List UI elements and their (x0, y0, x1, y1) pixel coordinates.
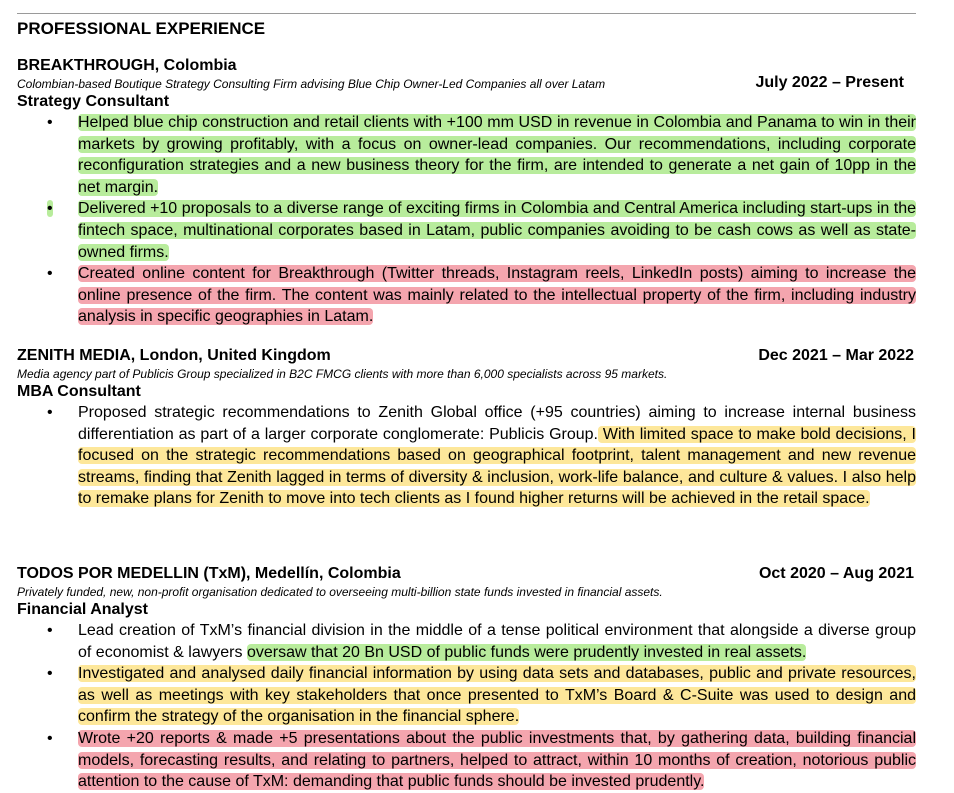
bullet-item (17, 263, 916, 328)
job-description-row (17, 584, 916, 600)
job-bullets (17, 620, 916, 793)
bullet-item (17, 728, 916, 793)
bullet-dot: • (47, 114, 53, 131)
job-role: MBA Consultant (17, 383, 141, 400)
company-description: Privately funded, new, non-profit organisation dedicated to overseeing multi-billion state funds invested in financial assets. (17, 585, 663, 599)
bullet-text: Lead creation of TxM’s financial division in the middle of a tense political environment that alongside a diverse group of economist & lawyers (78, 622, 916, 661)
section-title: PROFESSIONAL EXPERIENCE (17, 19, 266, 38)
job-dates: July 2022 – Present (755, 74, 904, 91)
job-description-row (17, 366, 916, 382)
bullet-dot: • (47, 729, 53, 747)
bullet-highlighted-text: oversaw that 20 Bn USD of public funds were prudently invested in real assets. (246, 643, 807, 661)
job-description-row (17, 76, 916, 92)
job-breakthrough (17, 56, 916, 328)
bullet-item (17, 112, 916, 198)
bullet-item (17, 663, 916, 728)
bullet-dot: • (47, 265, 53, 283)
job-todos-por-medellin (17, 564, 916, 793)
bullet-dot: • (47, 200, 53, 218)
top-divider (17, 13, 916, 14)
job-role: Financial Analyst (17, 601, 148, 618)
job-header (17, 346, 916, 366)
bullet-item (17, 198, 916, 263)
bullet-item (17, 620, 916, 663)
company-description: Media agency part of Publicis Group specialized in B2C FMCG clients with more than 6,000 specialists across 95 markets. (17, 367, 668, 381)
bullet-highlighted-text: With limited space to make bold decisions, I focused on the strategic recommendations based on geographical footprint, talent management and new revenue streams, finding that Zenith lagged in terms of diversity & inclusion, work-life balance, and culture & values. I also help to remake plans for Zenith to move into tech clients as I found higher returns will be achieved in the retail space. (78, 425, 916, 508)
job-role: Strategy Consultant (17, 93, 170, 110)
bullet-text: Helped blue chip construction and retail clients with +100 mm USD in revenue in Colombia and Panama to win in their markets by growing profitably, with a focus on owner-lead companies. Our recommendations, including corporate reconfiguration strategies and a new business theory for the firm, are intended to generate a net gain of 10pp in the net margin. (78, 114, 916, 196)
bullet-item (17, 402, 916, 510)
job-dates: Dec 2021 – Mar 2022 (758, 347, 914, 364)
job-header (17, 564, 916, 584)
job-header (17, 56, 916, 76)
company-description: Colombian-based Boutique Strategy Consulting Firm advising Blue Chip Owner-Led Companies all over Latam (17, 77, 606, 91)
job-dates: Oct 2020 – Aug 2021 (758, 565, 914, 582)
company-name: BREAKTHROUGH, Colombia (17, 57, 237, 74)
bullet-dot: • (47, 622, 53, 639)
bullet-text: Wrote +20 reports & made +5 presentations about the public investments that, by gathering data, building financial models, forecasting results, and relating to partners, helped to attract, within 10 months of creation, notorious public attention to the cause of TxM: demanding that public funds should be invested prudently. (78, 729, 916, 791)
bullet-dot: • (47, 665, 53, 683)
job-bullets (17, 112, 916, 328)
job-bullets (17, 402, 916, 510)
bullet-text: Investigated and analysed daily financial information by using data sets and databases, public and private resources, as well as meetings with key stakeholders that once presented to TxM’s Board & C-Suite was used to design and confirm the strategy of the organisation in the financial sphere. (78, 665, 916, 726)
bullet-text: Delivered +10 proposals to a diverse range of exciting firms in Colombia and Central America including start-ups in the fintech space, multinational corporates based in Latam, public companies avoiding to be cash cows as well as state-owned firms. (78, 200, 916, 261)
bullet-text: Created online content for Breakthrough (Twitter threads, Instagram reels, LinkedIn posts) aiming to increase the online presence of the firm. The content was mainly related to the intellectual property of the firm, including industry analysis in specific geographies in Latam. (78, 265, 916, 326)
bullet-dot: • (47, 404, 53, 421)
bullet-text: Proposed strategic recommendations to Zenith Global office (+95 countries) aiming to increase internal business differentiation as part of a larger corporate conglomerate: Publicis Group. (78, 404, 916, 443)
job-zenith-media (17, 346, 916, 510)
company-name: ZENITH MEDIA, London, United Kingdom (17, 347, 331, 364)
company-name: TODOS POR MEDELLIN (TxM), Medellín, Colombia (17, 565, 401, 582)
